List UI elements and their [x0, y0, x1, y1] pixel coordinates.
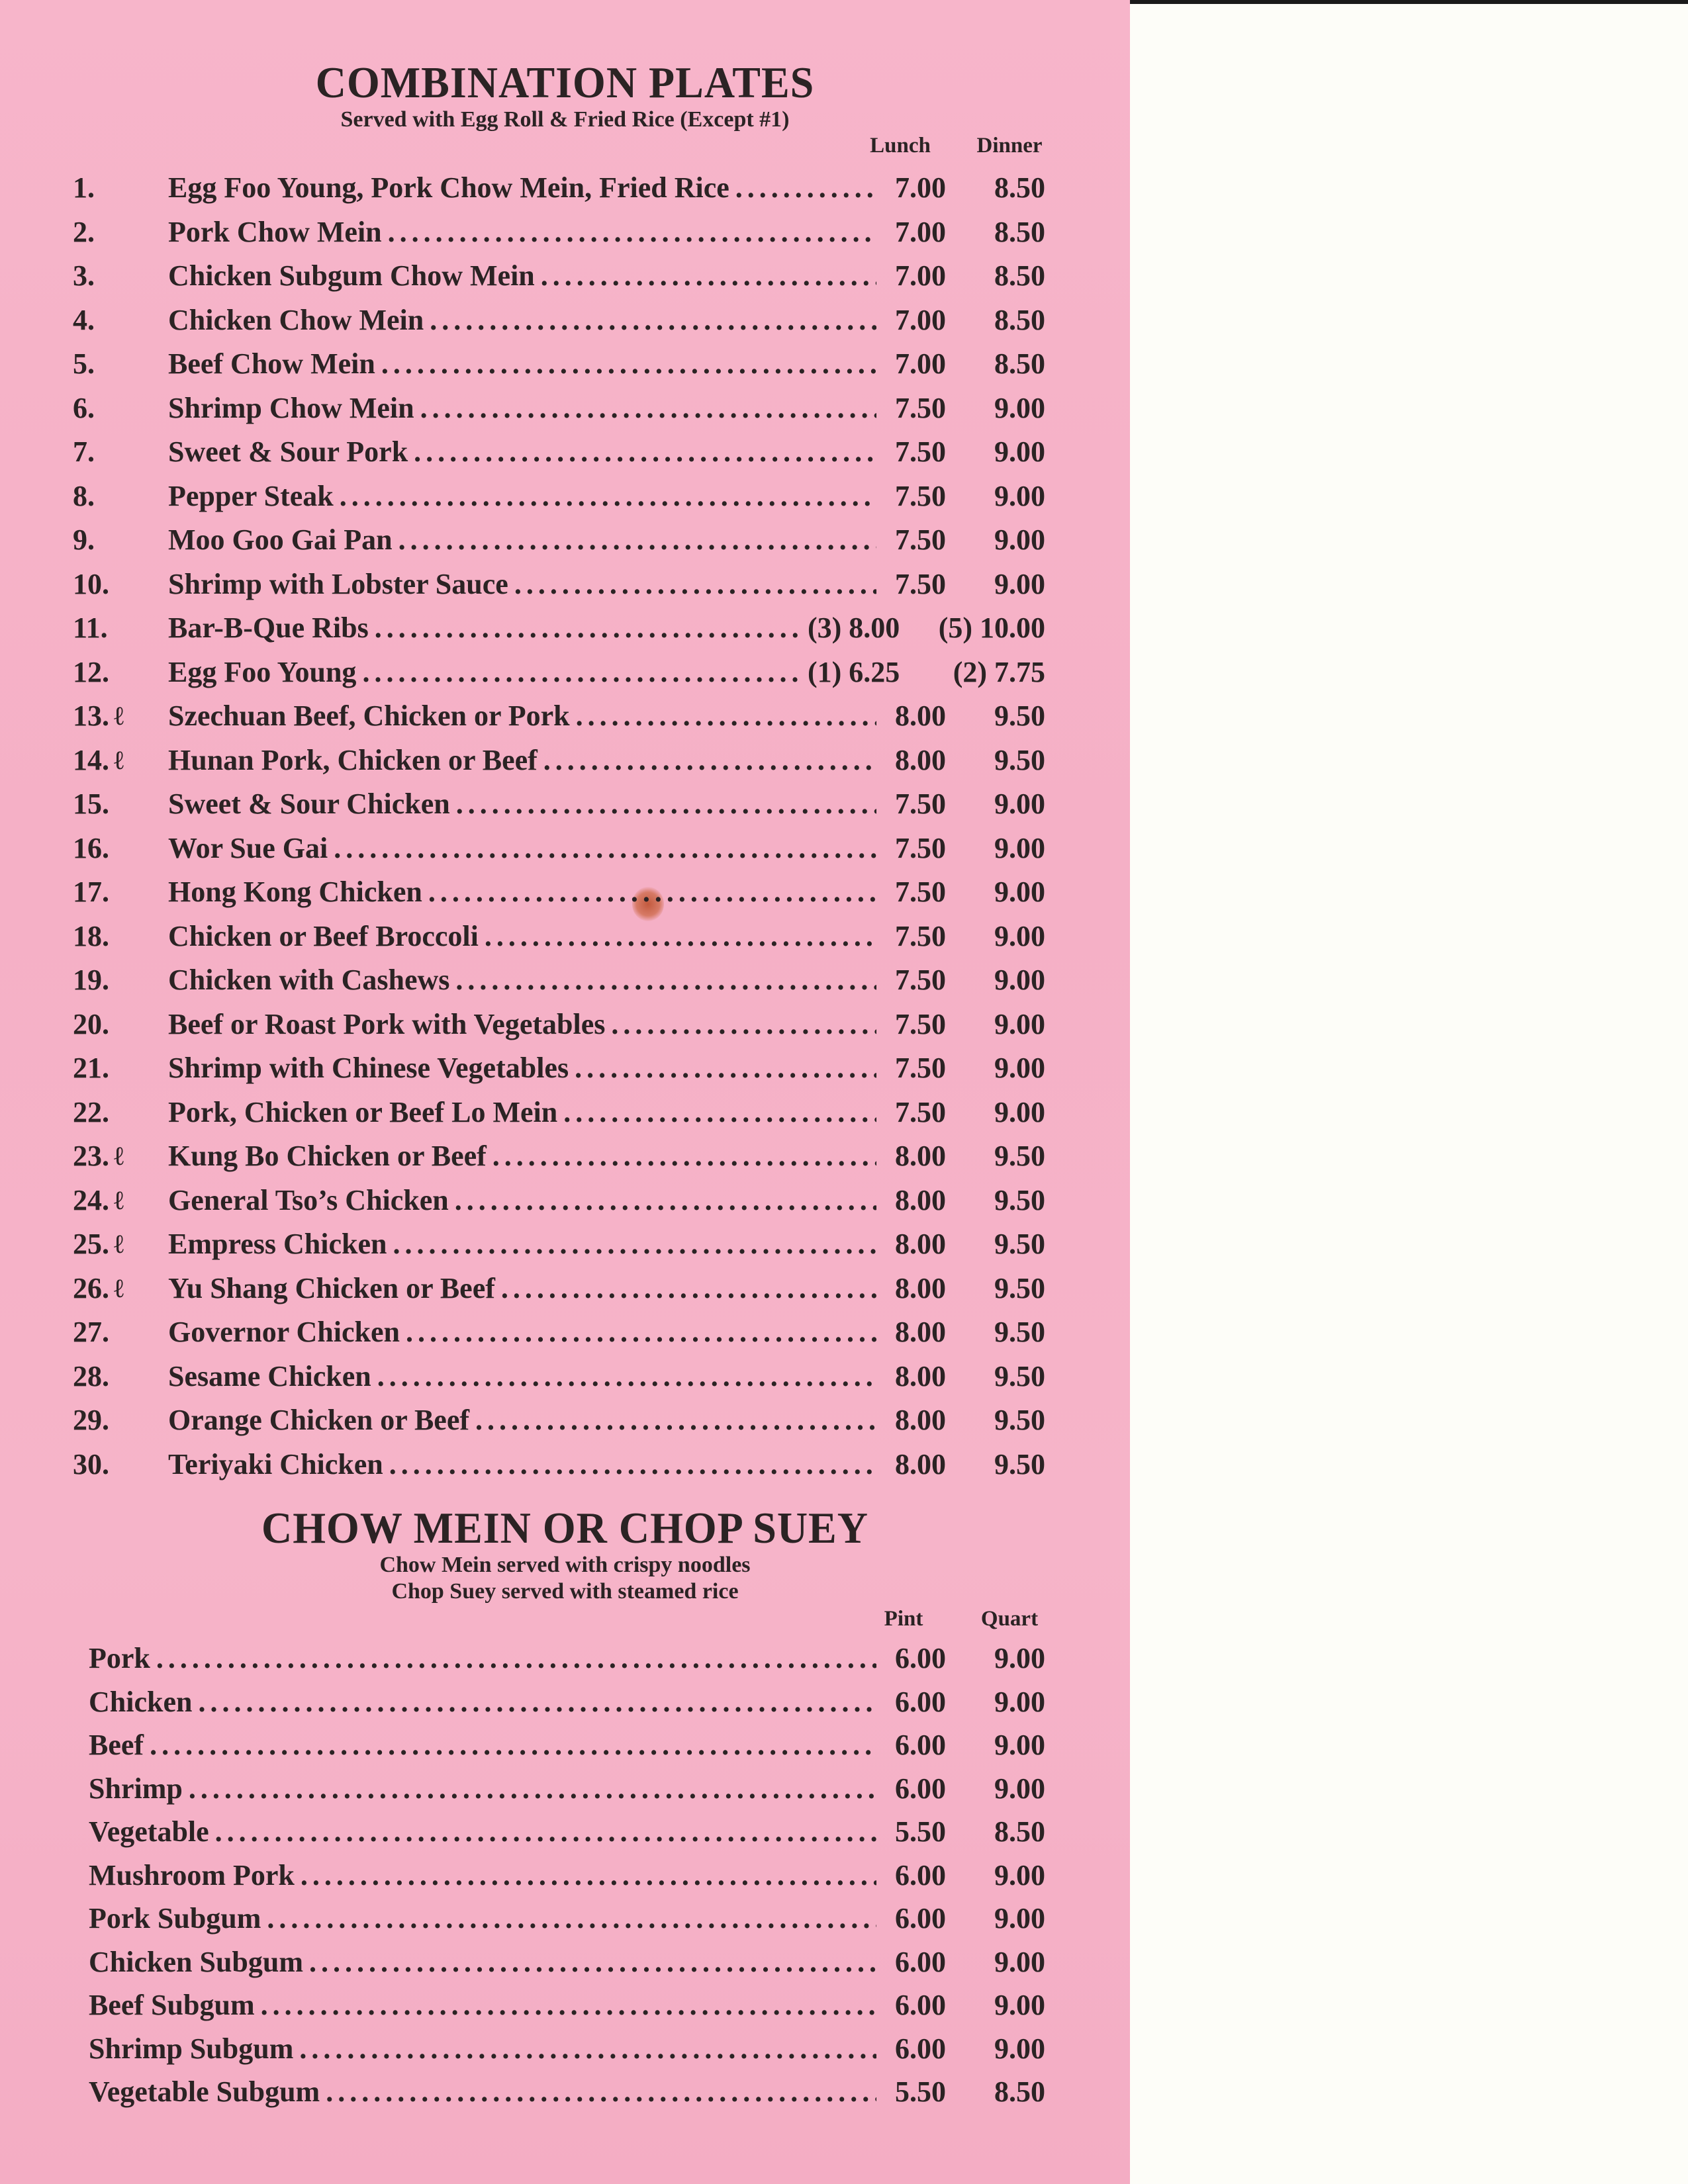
chow-mein-item-row	[0, 1685, 1130, 1729]
item-number: 23.	[73, 1140, 109, 1172]
pint-price: 5.50	[895, 1815, 946, 1848]
dinner-price: 9.00	[994, 876, 1045, 908]
item-name: Empress Chicken . . .	[168, 1227, 876, 1261]
lunch-price: 7.50	[895, 919, 946, 952]
quart-price: 9.00	[994, 2032, 1045, 2065]
item-name: Vegetable Subgum . . .	[89, 2075, 876, 2109]
item-name: Beef . . .	[89, 1728, 876, 1762]
item-number: 7.	[73, 435, 95, 468]
item-name: Szechuan Beef, Chicken or Pork . . .	[168, 699, 876, 733]
item-number: 20.	[73, 1007, 109, 1040]
lunch-price: 7.50	[895, 964, 946, 996]
item-name: Chicken . . .	[89, 1685, 876, 1719]
item-number: 28.	[73, 1359, 109, 1392]
menu-item-row	[0, 1315, 1130, 1359]
pint-price: 6.00	[895, 1902, 946, 1934]
item-number: 2.	[73, 215, 95, 248]
quart-price: 9.00	[994, 1902, 1045, 1934]
item-name: Mushroom Pork . . .	[89, 1858, 876, 1892]
col-lunch: Lunch	[870, 134, 931, 158]
pint-price: 6.00	[895, 1642, 946, 1674]
quart-price: 9.00	[994, 1729, 1045, 1761]
item-name: Sweet & Sour Pork . . .	[168, 435, 876, 469]
lunch-price: 8.00	[895, 1271, 946, 1304]
item-name: Shrimp with Lobster Sauce . . .	[168, 567, 876, 601]
item-number: 4.	[73, 303, 95, 336]
menu-item-row	[0, 347, 1130, 390]
quart-price: 9.00	[994, 1858, 1045, 1891]
menu-item-row	[0, 479, 1130, 523]
quart-price: 8.50	[994, 1815, 1045, 1848]
menu-item-row	[0, 919, 1130, 963]
quart-price: 9.00	[994, 1945, 1045, 1978]
lunch-price: 7.50	[895, 1052, 946, 1084]
item-name: Moo Goo Gai Pan . . .	[168, 523, 876, 557]
item-name: Sesame Chicken . . .	[168, 1359, 876, 1393]
lunch-price: 7.50	[895, 435, 946, 468]
item-number: 3.	[73, 259, 95, 292]
dinner-price: 8.50	[994, 259, 1045, 292]
item-name: Hong Kong Chicken . . .	[168, 875, 876, 909]
item-number: 13.	[73, 700, 109, 732]
menu-item-row	[0, 787, 1130, 831]
lunch-price: (1) 6.25	[808, 655, 900, 688]
chili-pepper-icon: ℓ	[113, 1273, 126, 1303]
item-name: Chicken with Cashews . . .	[168, 963, 876, 997]
menu-item-row	[0, 435, 1130, 478]
dinner-price: 9.00	[994, 1007, 1045, 1040]
item-name: Shrimp with Chinese Vegetables . . .	[168, 1051, 876, 1085]
quart-price: 9.00	[994, 1989, 1045, 2021]
item-name: Chicken Subgum . . .	[89, 1945, 876, 1979]
pint-price: 6.00	[895, 1945, 946, 1978]
item-name: Sweet & Sour Chicken . . .	[168, 787, 876, 821]
dinner-price: 9.50	[994, 1183, 1045, 1216]
item-name: Vegetable . . .	[89, 1815, 876, 1848]
item-name: Pork, Chicken or Beef Lo Mein . . .	[168, 1095, 876, 1129]
menu-item-row	[0, 215, 1130, 259]
menu-item-row	[0, 831, 1130, 875]
menu-item-row	[0, 655, 1130, 699]
lunch-price: 7.50	[895, 876, 946, 908]
dinner-price: 9.50	[994, 1316, 1045, 1348]
item-number: 11.	[73, 612, 108, 644]
menu-item-row	[0, 611, 1130, 655]
item-name: Wor Sue Gai . . .	[168, 831, 876, 865]
item-number: 14.	[73, 743, 109, 776]
item-name: Beef or Roast Pork with Vegetables . . .	[168, 1007, 876, 1041]
lunch-price: 8.00	[895, 1228, 946, 1260]
pint-price: 6.00	[895, 1772, 946, 1805]
pint-price: 6.00	[895, 1858, 946, 1891]
item-number: 17.	[73, 876, 109, 908]
dinner-price: 8.50	[994, 347, 1045, 380]
dinner-price: 9.00	[994, 964, 1045, 996]
menu-item-row	[0, 259, 1130, 302]
lunch-price: (3) 8.00	[808, 612, 900, 644]
item-number: 18.	[73, 919, 109, 952]
dinner-price: 8.50	[994, 215, 1045, 248]
item-name: Pepper Steak . . .	[168, 479, 876, 513]
menu-item-row	[0, 391, 1130, 435]
dinner-price: 9.00	[994, 1052, 1045, 1084]
combination-plates-title: COMBINATION PLATES	[315, 58, 815, 107]
lunch-price: 7.00	[895, 259, 946, 292]
lunch-price: 7.50	[895, 391, 946, 424]
item-number: 26.	[73, 1271, 109, 1304]
menu-item-row	[0, 1183, 1130, 1227]
item-number: 6.	[73, 391, 95, 424]
item-name: Hunan Pork, Chicken or Beef . . .	[168, 743, 876, 777]
chow-mein-item-row	[0, 1988, 1130, 2032]
menu-item-row	[0, 567, 1130, 611]
lunch-price: 7.50	[895, 1007, 946, 1040]
combination-plates-subtitle: Served with Egg Roll & Fried Rice (Except #1)	[340, 107, 790, 132]
item-name: Kung Bo Chicken or Beef . . .	[168, 1139, 876, 1173]
chili-pepper-icon: ℓ	[113, 745, 126, 775]
lunch-price: 7.00	[895, 171, 946, 204]
chow-mein-item-row	[0, 1772, 1130, 1815]
quart-price: 9.00	[994, 1642, 1045, 1674]
item-name: Chicken Chow Mein . . .	[168, 303, 876, 337]
dinner-price: 9.00	[994, 479, 1045, 512]
dinner-price: (5) 10.00	[938, 612, 1045, 644]
item-name: Chicken or Beef Broccoli . . .	[168, 919, 876, 953]
lunch-price: 7.50	[895, 1095, 946, 1128]
item-name: Pork Subgum . . .	[89, 1901, 876, 1935]
item-name: Egg Foo Young . . .	[168, 655, 804, 689]
chili-pepper-icon: ℓ	[113, 701, 126, 731]
dinner-price: 9.00	[994, 1095, 1045, 1128]
chow-mein-item-row	[0, 1945, 1130, 1989]
chow-mein-item-row	[0, 1901, 1130, 1945]
item-name: Beef Subgum . . .	[89, 1988, 876, 2022]
chow-mein-item-row	[0, 2032, 1130, 2075]
menu-item-row	[0, 743, 1130, 787]
menu-item-row	[0, 1403, 1130, 1447]
dinner-price: 9.50	[994, 1228, 1045, 1260]
item-number: 21.	[73, 1052, 109, 1084]
item-number: 16.	[73, 831, 109, 864]
item-name: Egg Foo Young, Pork Chow Mein, Fried Rice . . .	[168, 171, 876, 205]
menu-item-row	[0, 1095, 1130, 1139]
pint-price: 5.50	[895, 2075, 946, 2108]
lunch-price: 7.50	[895, 831, 946, 864]
menu-item-row	[0, 1447, 1130, 1491]
item-number: 9.	[73, 523, 95, 556]
chili-pepper-icon: ℓ	[113, 1185, 126, 1215]
item-number: 22.	[73, 1095, 109, 1128]
menu-item-row	[0, 963, 1130, 1007]
dinner-price: 8.50	[994, 171, 1045, 204]
lunch-price: 7.50	[895, 523, 946, 556]
chow-mein-subtitle-1: Chow Mein served with crispy noodles	[379, 1553, 751, 1577]
dinner-price: 9.00	[994, 831, 1045, 864]
chow-mein-item-row	[0, 2075, 1130, 2118]
lunch-price: 7.00	[895, 303, 946, 336]
item-number: 29.	[73, 1404, 109, 1436]
col-quart: Quart	[980, 1607, 1039, 1631]
dinner-price: 9.50	[994, 1140, 1045, 1172]
menu-item-row	[0, 1271, 1130, 1315]
lunch-price: 7.00	[895, 347, 946, 380]
menu-item-row	[0, 171, 1130, 214]
dinner-price: 9.00	[994, 788, 1045, 820]
lunch-price: 7.00	[895, 215, 946, 248]
item-name: Shrimp Chow Mein . . .	[168, 391, 876, 425]
item-number: 27.	[73, 1316, 109, 1348]
chili-pepper-icon: ℓ	[113, 1229, 126, 1259]
dinner-price: 9.50	[994, 1271, 1045, 1304]
menu-item-row	[0, 875, 1130, 919]
chili-pepper-icon: ℓ	[113, 1141, 126, 1171]
item-name: Chicken Subgum Chow Mein . . .	[168, 259, 876, 293]
lunch-price: 8.00	[895, 1183, 946, 1216]
item-number: 10.	[73, 567, 109, 600]
col-dinner: Dinner	[976, 134, 1043, 158]
lunch-price: 8.00	[895, 1359, 946, 1392]
item-name: Teriyaki Chicken . . .	[168, 1447, 876, 1481]
lunch-price: 8.00	[895, 1404, 946, 1436]
menu-item-row	[0, 699, 1130, 743]
dinner-price: (2) 7.75	[953, 655, 1045, 688]
dinner-price: 9.00	[994, 523, 1045, 556]
menu-item-row	[0, 1227, 1130, 1271]
dinner-price: 9.50	[994, 700, 1045, 732]
quart-price: 9.00	[994, 1772, 1045, 1805]
item-number: 8.	[73, 479, 95, 512]
dinner-price: 8.50	[994, 303, 1045, 336]
item-name: Beef Chow Mein . . .	[168, 347, 876, 381]
dinner-price: 9.50	[994, 1404, 1045, 1436]
pint-price: 6.00	[895, 1989, 946, 2021]
item-name: Orange Chicken or Beef . . .	[168, 1403, 876, 1437]
chow-mein-item-row	[0, 1728, 1130, 1772]
lunch-price: 8.00	[895, 743, 946, 776]
item-number: 1.	[73, 171, 95, 204]
pint-price: 6.00	[895, 1729, 946, 1761]
item-number: 25.	[73, 1228, 109, 1260]
menu-item-row	[0, 1007, 1130, 1051]
quart-price: 8.50	[994, 2075, 1045, 2108]
item-name: Bar-B-Que Ribs . . .	[168, 611, 804, 645]
menu-item-row	[0, 1359, 1130, 1403]
dinner-price: 9.00	[994, 435, 1045, 468]
dinner-price: 9.50	[994, 1447, 1045, 1480]
dinner-price: 9.50	[994, 743, 1045, 776]
lunch-price: 7.50	[895, 479, 946, 512]
dinner-price: 9.00	[994, 567, 1045, 600]
item-name: Governor Chicken . . .	[168, 1315, 876, 1349]
col-pint: Pint	[884, 1607, 923, 1631]
chow-mein-item-row	[0, 1641, 1130, 1685]
item-number: 30.	[73, 1447, 109, 1480]
lunch-price: 8.00	[895, 700, 946, 732]
item-number: 12.	[73, 655, 109, 688]
chow-mein-item-row	[0, 1815, 1130, 1858]
lunch-price: 8.00	[895, 1447, 946, 1480]
quart-price: 9.00	[994, 1685, 1045, 1718]
lunch-price: 8.00	[895, 1140, 946, 1172]
item-number: 5.	[73, 347, 95, 380]
lunch-price: 8.00	[895, 1316, 946, 1348]
item-name: Shrimp . . .	[89, 1772, 876, 1805]
item-name: Pork . . .	[89, 1641, 876, 1675]
dinner-price: 9.00	[994, 919, 1045, 952]
item-number: 24.	[73, 1183, 109, 1216]
chow-mein-subtitle-2: Chop Suey served with steamed rice	[391, 1579, 739, 1604]
pint-price: 6.00	[895, 2032, 946, 2065]
menu-item-row	[0, 1139, 1130, 1183]
item-name: General Tso’s Chicken . . .	[168, 1183, 876, 1217]
item-name: Shrimp Subgum . . .	[89, 2032, 876, 2066]
chow-mein-item-row	[0, 1858, 1130, 1902]
chow-mein-title: CHOW MEIN OR CHOP SUEY	[261, 1503, 868, 1553]
menu-item-row	[0, 303, 1130, 347]
item-name: Pork Chow Mein . . .	[168, 215, 876, 249]
item-name: Yu Shang Chicken or Beef . . .	[168, 1271, 876, 1305]
dinner-price: 9.00	[994, 391, 1045, 424]
menu-item-row	[0, 523, 1130, 567]
dinner-price: 9.50	[994, 1359, 1045, 1392]
item-number: 15.	[73, 788, 109, 820]
pint-price: 6.00	[895, 1685, 946, 1718]
lunch-price: 7.50	[895, 788, 946, 820]
item-number: 19.	[73, 964, 109, 996]
lunch-price: 7.50	[895, 567, 946, 600]
menu-item-row	[0, 1051, 1130, 1095]
